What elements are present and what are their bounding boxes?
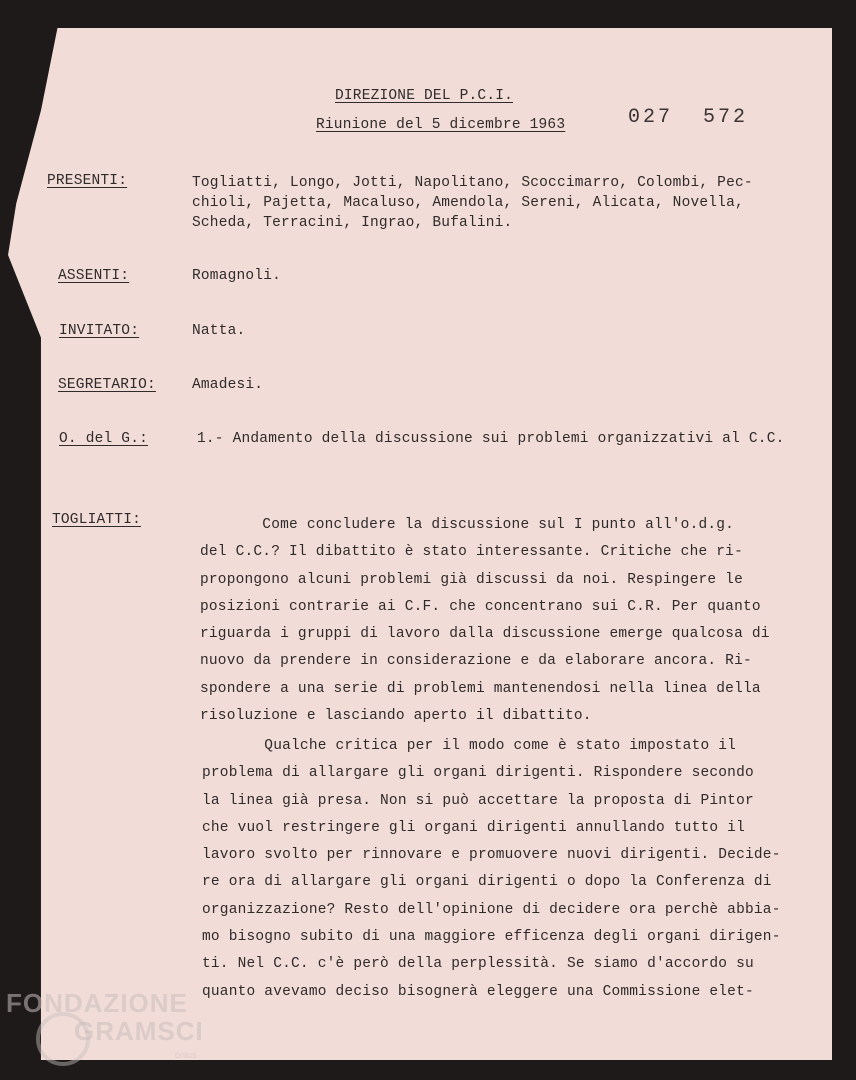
label-segretario: SEGRETARIO: bbox=[58, 377, 156, 393]
label-presenti: PRESENTI: bbox=[47, 173, 128, 189]
label-odg: O. del G.: bbox=[59, 431, 149, 447]
document-title: DIREZIONE DEL P.C.I. bbox=[335, 88, 514, 104]
label-assenti: ASSENTI: bbox=[58, 268, 130, 284]
watermark-fondazione: FONDAZIONE bbox=[6, 988, 188, 1018]
speaker-paragraph-2: Qualche critica per il modo come è stato impostato il problema di allargare gli organi dirigenti. Rispondere secondo la linea già presa. Non si può accettare la proposta di Pintor che vuol restringere gli organi dirigenti annullando tutto il lavoro svolto per rinnovare e promuovere nuovi dirigenti. Decide- re ora di allargare gli organi dirigenti o dopo la Conferenza di organizzazione? Resto dell'opinione di decidere ora perchè abbia- mo bisogno subito di una maggiore efficenza degli organi dirigen- ti. Nel C.C. c'è però della perplessità. Se siamo d'accordo su quanto avevamo deciso bisognerà eleggere una Commissione elet- bbox=[202, 738, 781, 1000]
value-segretario: Amadesi. bbox=[192, 377, 264, 393]
archive-number: 027 572 bbox=[628, 106, 749, 129]
label-speaker: TOGLIATTI: bbox=[52, 512, 142, 528]
document-subtitle: Riunione del 5 dicembre 1963 bbox=[316, 117, 566, 133]
watermark-onlus: onlus bbox=[175, 1050, 197, 1060]
value-invitato: Natta. bbox=[192, 323, 246, 339]
value-assenti: Romagnoli. bbox=[192, 268, 282, 284]
value-odg: 1.- Andamento della discussione sui problemi organizzativi al C.C. bbox=[197, 431, 785, 447]
value-presenti: Togliatti, Longo, Jotti, Napolitano, Scoccimarro, Colombi, Pec- chioli, Pajetta, Macaluso, Amendola, Sereni, Alicata, Novella, Scheda, Terracini, Ingrao, Bufalini. bbox=[192, 175, 753, 231]
watermark-gramsci: GRAMSCI bbox=[74, 1016, 204, 1046]
speaker-paragraph-1: Come concludere la discussione sul I punto all'o.d.g. del C.C.? Il dibattito è stato interessante. Critiche che ri- propongono alcuni problemi già discussi da noi. Respingere le posizioni contrarie ai C.F. che concentrano sui C.R. Per quanto riguarda i gruppi di lavoro dalla discussione emerge qualcosa di nuovo da prendere in considerazione e da elaborare ancora. Ri- spondere a una serie di problemi mantenendosi nella linea della risoluzione e lasciando aperto il dibattito. bbox=[200, 517, 770, 725]
label-invitato: INVITATO: bbox=[59, 323, 140, 339]
